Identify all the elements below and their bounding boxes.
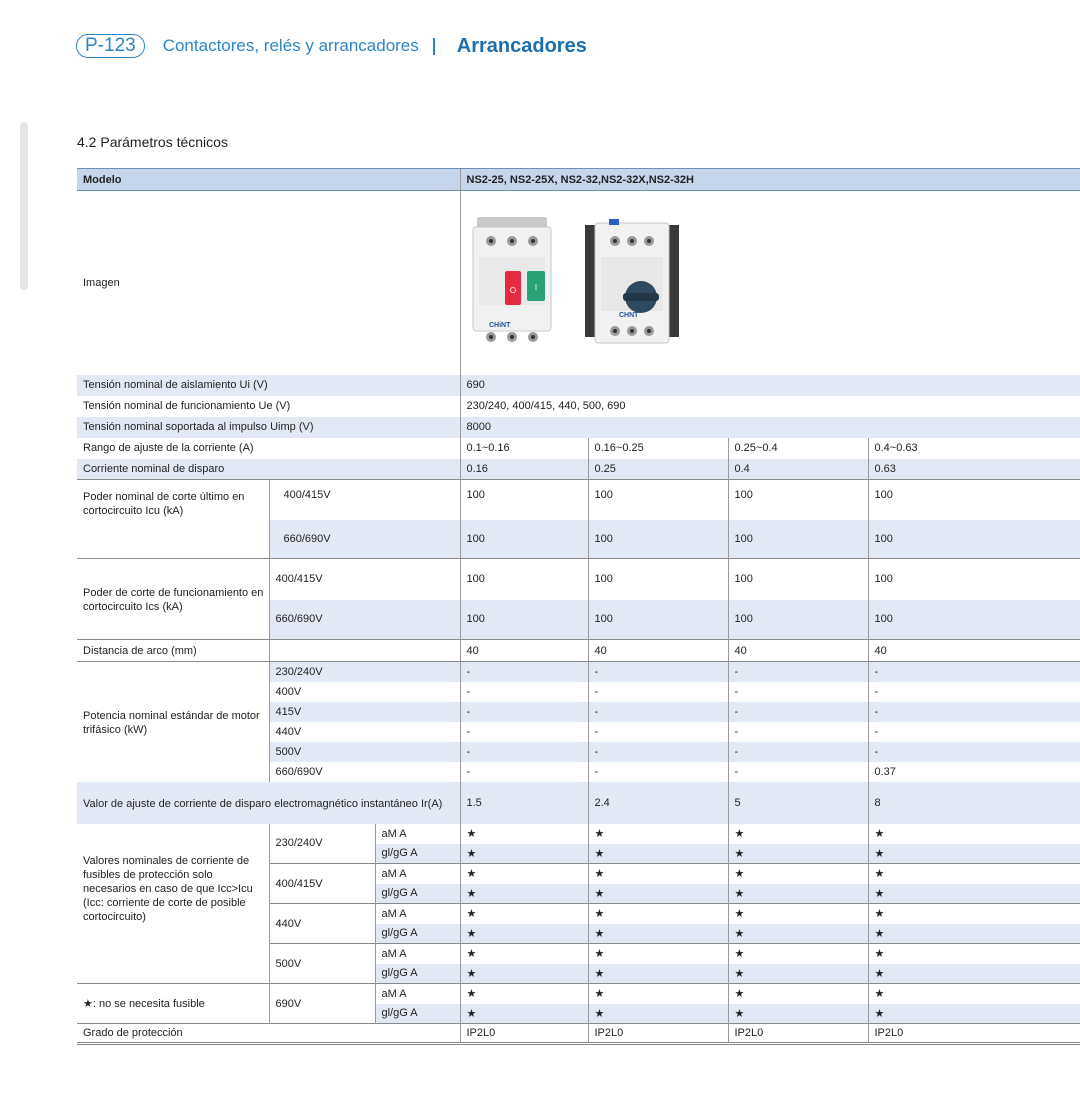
trip-current-value: 0.25: [588, 459, 728, 480]
trip-current-label: Corriente nominal de disparo: [77, 459, 460, 480]
motor-value: -: [728, 682, 868, 702]
motor-value: -: [588, 742, 728, 762]
motor-voltage: 415V: [269, 702, 460, 722]
ics-value: 100: [728, 600, 868, 640]
arc-empty: [269, 640, 460, 662]
fuse-star: ★: [588, 944, 728, 964]
arc-label: Distancia de arco (mm): [77, 640, 269, 662]
fuse-type: gl/gG A: [375, 924, 460, 944]
scrollbar[interactable]: [20, 122, 28, 290]
fuse-voltage: 500V: [269, 944, 375, 984]
magnetic-label: Valor de ajuste de corriente de disparo electromagnético instantáneo Ir(A): [77, 782, 460, 824]
product-image-ns2-32: [585, 219, 679, 349]
section-title: 4.2 Parámetros técnicos: [77, 134, 228, 150]
magnetic-value: 1.5: [460, 782, 588, 824]
fuse-type: aM A: [375, 824, 460, 844]
fuse-star: ★: [868, 864, 1080, 884]
icu-label: Poder nominal de corte último en cortocircuito Icu (kA): [77, 480, 269, 559]
fuse-star: ★: [460, 924, 588, 944]
arc-value: 40: [728, 640, 868, 662]
ics-label: Poder de corte de funcionamiento en cortocircuito Ics (kA): [77, 559, 269, 640]
motor-value: -: [460, 722, 588, 742]
insulation-label: Tensión nominal de aislamiento Ui (V): [77, 375, 460, 396]
fuse-star: ★: [868, 844, 1080, 864]
page-title: Arrancadores: [456, 34, 587, 57]
image-cell: [460, 191, 1080, 375]
protection-value: IP2L0: [588, 1024, 728, 1044]
icu-voltage: 400/415V: [269, 480, 460, 520]
ics-value: 100: [588, 600, 728, 640]
fuse-star: ★: [588, 824, 728, 844]
fuse-type: aM A: [375, 864, 460, 884]
ics-value: 100: [460, 559, 588, 600]
magnetic-value: 5: [728, 782, 868, 824]
icu-value: 100: [460, 520, 588, 559]
trip-current-value: 0.63: [868, 459, 1080, 480]
page-header: [76, 33, 587, 59]
fuse-type: gl/gG A: [375, 1004, 460, 1024]
fuse-star: ★: [588, 864, 728, 884]
fuse-star: ★: [460, 844, 588, 864]
fuse-star: ★: [460, 964, 588, 984]
motor-value: 0.37: [868, 762, 1080, 782]
fuse-star: ★: [728, 884, 868, 904]
motor-value: -: [728, 662, 868, 682]
motor-value: -: [728, 762, 868, 782]
protection-value: IP2L0: [460, 1024, 588, 1044]
fuse-star: ★: [588, 904, 728, 924]
fuse-star: ★: [588, 884, 728, 904]
table-row: [77, 984, 1080, 1004]
motor-value: -: [728, 742, 868, 762]
fuse-star: ★: [868, 924, 1080, 944]
table-row: [77, 1024, 1080, 1044]
ics-value: 100: [868, 600, 1080, 640]
fuse-star: ★: [728, 824, 868, 844]
motor-voltage: 400V: [269, 682, 460, 702]
motor-value: -: [588, 702, 728, 722]
motor-voltage: 230/240V: [269, 662, 460, 682]
motor-voltage: 660/690V: [269, 762, 460, 782]
table-row: [77, 417, 1080, 438]
ics-value: 100: [460, 600, 588, 640]
range-value: 0.4~0.63: [868, 438, 1080, 459]
arc-value: 40: [868, 640, 1080, 662]
icu-value: 100: [728, 480, 868, 520]
motor-label: Potencia nominal estándar de motor trifásico (kW): [77, 662, 269, 782]
fuse-star: ★: [728, 844, 868, 864]
ics-value: 100: [588, 559, 728, 600]
icu-value: 100: [460, 480, 588, 520]
table-row: [77, 559, 1080, 600]
motor-value: -: [868, 682, 1080, 702]
fuse-star: ★: [868, 884, 1080, 904]
fuse-star: ★: [868, 964, 1080, 984]
fuse-star: ★: [728, 964, 868, 984]
fuse-voltage: 400/415V: [269, 864, 375, 904]
ics-value: 100: [868, 559, 1080, 600]
icu-voltage: 660/690V: [269, 520, 460, 559]
motor-voltage: 440V: [269, 722, 460, 742]
fuse-star: ★: [588, 984, 728, 1004]
fuse-voltage: 230/240V: [269, 824, 375, 864]
table-row: [77, 396, 1080, 417]
table-row: [77, 480, 1080, 520]
icu-value: 100: [728, 520, 868, 559]
table-row: [77, 459, 1080, 480]
range-label: Rango de ajuste de la corriente (A): [83, 442, 254, 454]
motor-value: -: [460, 702, 588, 722]
fuse-star: ★: [588, 964, 728, 984]
motor-value: -: [588, 722, 728, 742]
green-button-label: I: [534, 282, 537, 292]
motor-value: -: [588, 762, 728, 782]
fuse-star: ★: [728, 924, 868, 944]
insulation-value: 690: [460, 375, 1080, 396]
fuse-star: ★: [588, 924, 728, 944]
fuse-type: gl/gG A: [375, 964, 460, 984]
fuse-type: gl/gG A: [375, 884, 460, 904]
brand-logo: CHNT: [618, 311, 638, 319]
ics-value: 100: [728, 559, 868, 600]
model-label: Modelo: [77, 169, 460, 191]
fuse-star: ★: [728, 1004, 868, 1024]
fuse-star: ★: [460, 864, 588, 884]
motor-value: -: [868, 702, 1080, 722]
trip-current-value: 0.16: [460, 459, 588, 480]
motor-value: -: [460, 762, 588, 782]
protection-value: IP2L0: [868, 1024, 1080, 1044]
arc-value: 40: [588, 640, 728, 662]
protection-label: Grado de protección: [77, 1024, 460, 1044]
table-row: [77, 640, 1080, 662]
fuse-star: ★: [460, 1004, 588, 1024]
impulse-label: Tensión nominal soportada al impulso Uimp (V): [77, 417, 460, 438]
icu-value: 100: [588, 520, 728, 559]
fuse-star: ★: [868, 984, 1080, 1004]
impulse-value: 8000: [460, 417, 1080, 438]
motor-voltage: 500V: [269, 742, 460, 762]
motor-value: -: [588, 682, 728, 702]
product-image-ns2-25: [469, 217, 555, 349]
icu-value: 100: [868, 480, 1080, 520]
motor-value: -: [460, 742, 588, 762]
protection-value: IP2L0: [728, 1024, 868, 1044]
fuse-star: ★: [460, 884, 588, 904]
red-button-label: O: [509, 285, 516, 295]
fuse-star: ★: [460, 904, 588, 924]
image-label: Imagen: [83, 276, 120, 289]
fuse-star: ★: [588, 1004, 728, 1024]
table-row: [77, 438, 1080, 459]
range-value: 0.1~0.16: [460, 438, 588, 459]
ics-voltage: 400/415V: [269, 559, 460, 600]
table-row: [77, 375, 1080, 396]
motor-value: -: [868, 742, 1080, 762]
table-row: [77, 782, 1080, 824]
motor-value: -: [728, 722, 868, 742]
fuse-note: ★: no se necesita fusible: [77, 984, 269, 1024]
motor-value: -: [868, 722, 1080, 742]
range-value: 0.25~0.4: [728, 438, 868, 459]
spec-table: [77, 168, 1080, 1045]
page-number-badge: P-123: [76, 34, 145, 58]
fuse-star: ★: [728, 944, 868, 964]
image-row: [77, 191, 1080, 375]
icu-value: 100: [588, 480, 728, 520]
operating-label: Tensión nominal de funcionamiento Ue (V): [83, 400, 291, 412]
fuse-star: ★: [460, 824, 588, 844]
fuse-star: ★: [588, 844, 728, 864]
range-value: 0.16~0.25: [588, 438, 728, 459]
magnetic-value: 8: [868, 782, 1080, 824]
fuse-star: ★: [868, 904, 1080, 924]
fuse-star: ★: [460, 944, 588, 964]
motor-value: -: [460, 682, 588, 702]
ics-voltage: 660/690V: [269, 600, 460, 640]
model-value: NS2-25, NS2-25X, NS2-32,NS2-32X,NS2-32H: [460, 169, 1080, 191]
table-row: [77, 824, 1080, 844]
category-breadcrumb: Contactores, relés y arrancadores: [162, 36, 419, 55]
motor-value: -: [728, 702, 868, 722]
fuse-star: ★: [868, 1004, 1080, 1024]
operating-value: 230/240, 400/415, 440, 500, 690: [460, 396, 1080, 417]
trip-current-value: 0.4: [728, 459, 868, 480]
fuse-star: ★: [728, 864, 868, 884]
icu-value: 100: [868, 520, 1080, 559]
fuse-star: ★: [728, 984, 868, 1004]
fuse-voltage: 440V: [269, 904, 375, 944]
brand-logo: CHiNT: [488, 321, 510, 329]
fuse-star: ★: [460, 984, 588, 1004]
fuse-type: aM A: [375, 944, 460, 964]
fuse-label: Valores nominales de corriente de fusibles de protección solo necesarios en caso de que Icc>Icu (Icc: corriente de corte de posible cortocircuito): [83, 854, 253, 923]
motor-value: -: [588, 662, 728, 682]
fuse-star: ★: [868, 944, 1080, 964]
fuse-type: gl/gG A: [375, 844, 460, 864]
magnetic-value: 2.4: [588, 782, 728, 824]
motor-value: -: [460, 662, 588, 682]
header-divider: [433, 38, 435, 55]
fuse-type: aM A: [375, 904, 460, 924]
fuse-type: aM A: [375, 984, 460, 1004]
arc-value: 40: [460, 640, 588, 662]
model-row: [77, 169, 1080, 191]
fuse-voltage: 690V: [269, 984, 375, 1024]
motor-value: -: [868, 662, 1080, 682]
fuse-star: ★: [728, 904, 868, 924]
table-row: [77, 662, 1080, 682]
fuse-star: ★: [868, 824, 1080, 844]
